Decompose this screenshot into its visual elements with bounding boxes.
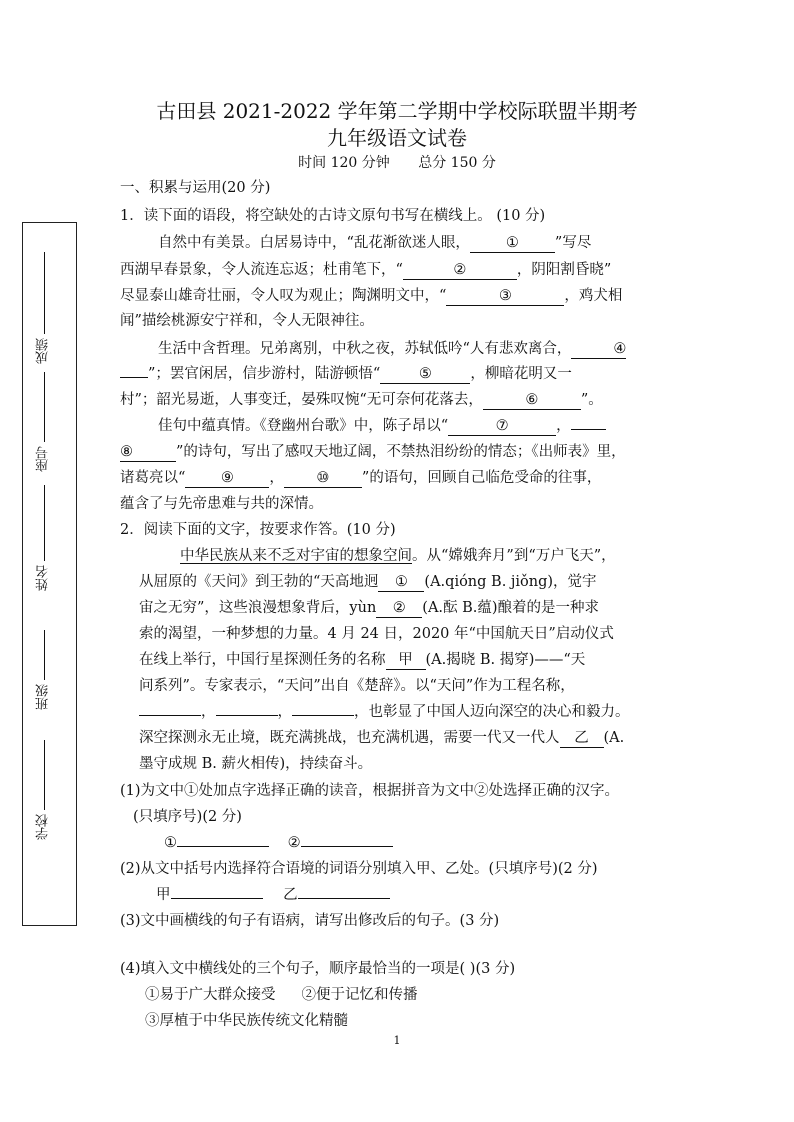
exam-subtitle: 九年级语文试卷 bbox=[327, 126, 467, 150]
q2-text: (A.qióng B. jiǒng)，觉宇 bbox=[424, 574, 597, 590]
option-3[interactable]: ③厚植于中华民族传统文化精髓 bbox=[145, 1013, 348, 1029]
answer-blank-2[interactable] bbox=[301, 846, 393, 847]
q1-line bbox=[120, 390, 603, 410]
q1-text: ，柳暗花明又一 bbox=[470, 366, 572, 382]
q2-sentence-blank-2[interactable] bbox=[216, 715, 278, 716]
exam-title: 古田县 2021-2022 学年第二学期中学校际联盟半期考 bbox=[156, 99, 638, 123]
q1-blank-7[interactable]: ⑦ bbox=[448, 417, 556, 436]
q2-sub3: (3)文中画横线的句子有语病，请写出修改后的句子。(3 分) bbox=[120, 913, 500, 929]
exam-meta bbox=[0, 152, 794, 172]
q1-line bbox=[120, 442, 626, 462]
q1-text: ， bbox=[556, 418, 571, 434]
q2-sub1: (1)为文中①处加点字选择正确的读音，根据拼音为文中②处选择正确的汉字。 bbox=[120, 783, 620, 799]
q2-text: 深空探测永无止境，既充满挑战，也充满机遇，需要一代又一代人 bbox=[139, 730, 560, 746]
q2-blank-yi[interactable]: 乙 bbox=[560, 729, 604, 748]
answer-label: 甲 bbox=[156, 887, 171, 903]
q2-underlined-sentence: 中华民族从来不乏对宇宙的想象空间 bbox=[180, 548, 412, 564]
q1-blank-1[interactable]: ① bbox=[470, 234, 555, 253]
q1-blank-4-cont[interactable] bbox=[120, 377, 148, 378]
option-2[interactable]: ②便于记忆和传播 bbox=[301, 987, 418, 1003]
q1-text: 村”；韶光易逝，人事变迁，晏殊叹惋“无可奈何花落去， bbox=[120, 392, 483, 408]
q2-text: 宙之无穷”，这些浪漫想象背后，yùn bbox=[139, 600, 377, 616]
seat-line bbox=[44, 372, 45, 442]
q2-text: 在线上举行，中国行星探测任务的名称 bbox=[139, 652, 386, 668]
q1-line: 闻”描绘桃源安宁祥和，令人无限神往。 bbox=[120, 313, 374, 329]
q2-passage-line bbox=[139, 728, 624, 748]
q2-text: (A. bbox=[603, 730, 625, 746]
q1-text: 自然中有美景。白居易诗中，“乱花渐欲迷人眼， bbox=[158, 235, 470, 251]
q1-line bbox=[120, 260, 611, 280]
grade-field[interactable] bbox=[34, 252, 54, 368]
q1-line: 蕴含了与先帝患难与共的深情。 bbox=[120, 496, 323, 512]
q1-blank-4[interactable]: ④ bbox=[571, 340, 626, 359]
q1-text: ，阴阳割昏晓” bbox=[516, 262, 612, 278]
answer-label: ② bbox=[287, 835, 301, 851]
q1-line bbox=[158, 339, 626, 359]
answer-blank-1[interactable] bbox=[177, 846, 269, 847]
answer-label: ① bbox=[164, 835, 177, 851]
q1-text: ”。 bbox=[580, 392, 603, 408]
name-line bbox=[44, 485, 45, 561]
q1-text: ”的诗句，写出了感叹天地辽阔，不禁热泪纷纷的情态；《出师表》里， bbox=[176, 444, 626, 460]
q2-passage-line bbox=[139, 572, 597, 592]
q1-stem: 1．读下面的语段，将空缺处的古诗文原句书写在横线上。 (10 分) bbox=[120, 208, 546, 224]
q2-passage-line bbox=[180, 546, 616, 566]
q1-blank-8[interactable]: ⑧ bbox=[120, 443, 176, 462]
q2-passage-line bbox=[139, 702, 630, 722]
q2-sentence-blank-3[interactable] bbox=[292, 715, 354, 716]
q2-passage-line: 问系列”。专家表示，“天问”出自《楚辞》。以“天问”作为工程名称， bbox=[139, 678, 575, 694]
name-label: 姓名 bbox=[36, 565, 51, 591]
q2-blank-jia[interactable]: 甲 bbox=[386, 651, 426, 670]
class-line bbox=[44, 630, 45, 680]
q2-text: ， bbox=[277, 704, 292, 720]
q1-text: ，鸡犬相 bbox=[564, 288, 623, 304]
section-heading: 一、积累与运用(20 分) bbox=[120, 180, 271, 196]
q1-text: 生活中含哲理。兄弟离别，中秋之夜，苏轼低吟“人有悲欢离合， bbox=[158, 341, 572, 357]
school-field[interactable] bbox=[34, 740, 54, 844]
q1-text: 佳句中蕴真情。《登幽州台歌》中，陈子昂以“ bbox=[158, 418, 449, 434]
q1-blank-3[interactable]: ③ bbox=[446, 287, 564, 306]
q2-sub2-answers bbox=[156, 885, 390, 905]
q2-passage-line: 索的渴望，一种梦想的力量。4 月 24 日，2020 年“中国航天日”启动仪式 bbox=[139, 626, 614, 642]
q2-passage-line bbox=[139, 650, 585, 670]
q2-text: 从屈原的《天问》到王勃的“天高地迥 bbox=[139, 574, 379, 590]
q2-text: ， bbox=[201, 704, 216, 720]
q2-text: 。从“嫦娥奔月”到“万户飞天”， bbox=[412, 548, 616, 564]
seat-label: 座号 bbox=[36, 446, 51, 472]
q1-blank-8-start[interactable] bbox=[571, 429, 606, 430]
class-field[interactable] bbox=[34, 630, 54, 714]
page-number: 1 bbox=[393, 1034, 401, 1047]
q2-sentence-blank-1[interactable] bbox=[139, 715, 201, 716]
q1-blank-6[interactable]: ⑥ bbox=[483, 391, 581, 410]
q1-text: 西湖早春景象，令人流连忘返；杜甫笔下，“ bbox=[120, 262, 403, 278]
q2-stem: 2．阅读下面的文字，按要求作答。(10 分) bbox=[120, 522, 396, 538]
answer-label: 乙 bbox=[283, 887, 298, 903]
q2-blank-1[interactable]: ① bbox=[378, 573, 424, 592]
q2-text: (A.揭晓 B. 揭穿)——“天 bbox=[425, 652, 586, 668]
exam-total-score: 总分 150 分 bbox=[418, 155, 496, 171]
grade-label: 成绩 bbox=[36, 338, 51, 364]
exam-time: 时间 120 分钟 bbox=[298, 155, 390, 171]
q1-blank-2[interactable]: ② bbox=[403, 261, 517, 280]
q2-text: (A.酝 B.蕴)酿着的是一种求 bbox=[422, 600, 600, 616]
class-label: 班级 bbox=[36, 684, 51, 710]
q1-text: 尽显泰山雄奇壮丽，令人叹为观止；陶渊明文中，“ bbox=[120, 288, 447, 304]
grade-line bbox=[44, 252, 45, 334]
q2-blank-2[interactable]: ② bbox=[376, 599, 422, 618]
school-label: 学校 bbox=[36, 814, 51, 840]
q2-options-row bbox=[145, 985, 418, 1005]
answer-blank-jia[interactable] bbox=[171, 898, 263, 899]
seat-field[interactable] bbox=[34, 372, 54, 476]
school-line bbox=[44, 740, 45, 810]
q1-text: ， bbox=[269, 470, 284, 486]
q1-text: ”的语句，回顾自己临危受命的往事， bbox=[361, 470, 602, 486]
q1-text: ”写尽 bbox=[554, 235, 592, 251]
q1-blank-5[interactable]: ⑤ bbox=[380, 365, 470, 384]
q2-text: ，也彰显了中国人迈向深空的决心和毅力。 bbox=[354, 704, 630, 720]
q1-line bbox=[158, 233, 591, 253]
answer-blank-yi[interactable] bbox=[298, 898, 390, 899]
q1-line bbox=[120, 286, 622, 306]
q2-passage-line: 墨守成规 B. 薪火相传)，持续奋斗。 bbox=[139, 756, 373, 772]
q1-line bbox=[158, 416, 606, 436]
q2-sub1-note: (只填序号)(2 分) bbox=[133, 809, 242, 825]
q2-sub1-answers bbox=[164, 833, 393, 853]
q1-blank-9[interactable]: ⑨ bbox=[185, 469, 269, 488]
q1-text: ”；罢官闲居，信步游村，陆游顿悟“ bbox=[148, 366, 381, 382]
q1-text: 诸葛亮以“ bbox=[120, 470, 186, 486]
name-field[interactable] bbox=[34, 485, 54, 595]
q2-sub2: (2)从文中括号内选择符合语境的词语分别填入甲、乙处。(只填序号)(2 分) bbox=[120, 861, 598, 877]
option-1[interactable]: ①易于广大群众接受 bbox=[145, 987, 276, 1003]
q2-sub4: (4)填入文中横线处的三个句子，顺序最恰当的一项是( )(3 分) bbox=[120, 961, 516, 977]
q1-blank-10[interactable]: ⑩ bbox=[284, 469, 362, 488]
q2-passage-line bbox=[139, 598, 599, 618]
q1-line bbox=[120, 364, 572, 384]
q1-line bbox=[120, 468, 601, 488]
